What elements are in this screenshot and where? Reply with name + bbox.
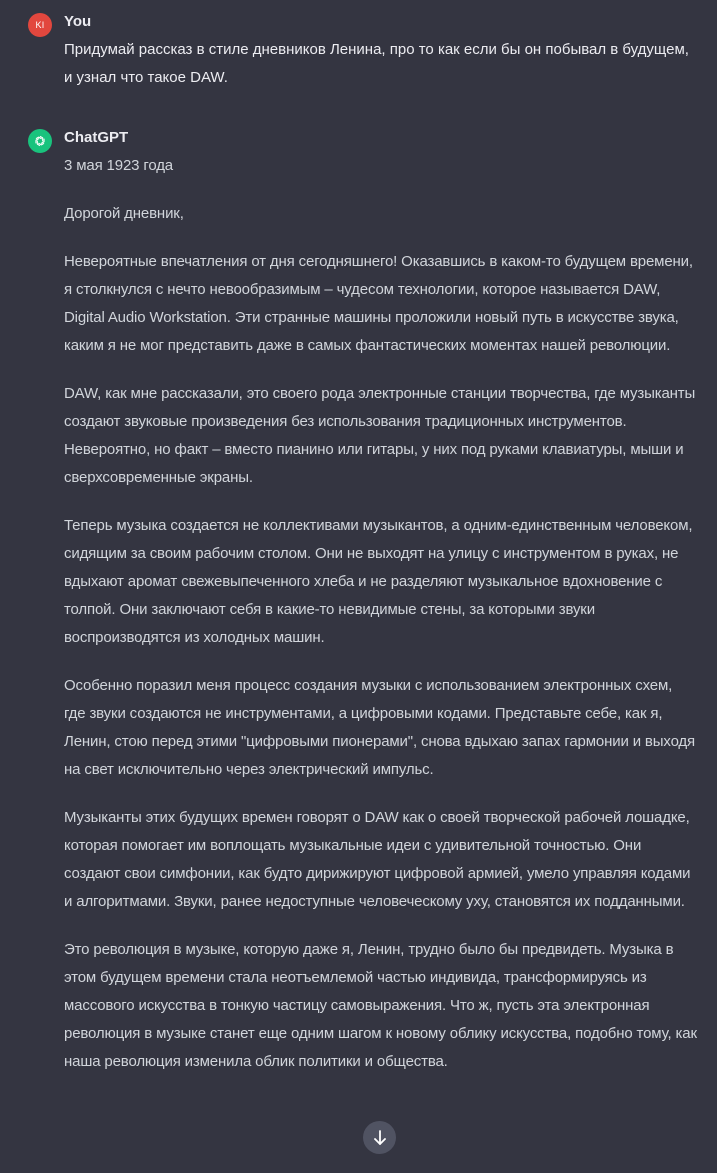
paragraph: DAW, как мне рассказали, это своего рода электронные станции творчества, где музыканты создают звуковые произведения без использования традиционных инструментов. Невероятно, но факт – вместо пианино или гитары, у них под руками клавиатуры, мыши и сверхсовременные экраны. (64, 385, 696, 486)
paragraph: Теперь музыка создается не коллективами музыкантов, а одним-единственным человеком, сидящим за своим рабочим столом. Они не выходят на улицу с инструментом в руках, не вдыхают аромат свежевыпеченного хлеба и не разделяют музыкальное вдохновение с толпой. Они заключают себя в какие-то невидимые стены, за которыми звуки воспроизводятся из холодных машин. (64, 517, 693, 646)
paragraph: Музыканты этих будущих времен говорят о DAW как о своей творческой рабочей лошадке, которая помогает им воплощать музыкальные идеи с удивительной точностью. Они создают свои симфонии, как будто дирижируют цифровой армией, умело управляя кодами и алгоритмами. Звуки, ранее недоступные человеческому уху, становятся их подданными. (64, 809, 691, 910)
paragraph: Невероятные впечатления от дня сегодняшнего! Оказавшись в каком-то будущем времени, я столкнулся с нечто невообразимым – чудесом технологии, которое называется DAW, Digital Audio Workstation. Эти странные машины проложили новый путь в искусстве звука, каким я не мог представить даже в самых фантастических моментах нашей революции. (64, 253, 693, 354)
arrow-down-icon (373, 1130, 387, 1146)
scroll-to-bottom-button[interactable] (363, 1121, 396, 1154)
user-author-name: You (64, 13, 92, 30)
assistant-message-body (64, 128, 697, 1096)
diary-date: 3 мая 1923 года (64, 157, 173, 174)
paragraph: Особенно поразил меня процесс создания музыки с использованием электронных схем, где звуки создаются не инструментами, а цифровыми кодами. Представьте себе, как я, Ленин, стою перед этими "цифровыми пионерами", снова вдыхаю запах гармонии и выходя на свет исключительно через электрический импульс. (64, 677, 696, 778)
assistant-author-name: ChatGPT (64, 129, 129, 146)
openai-logo-icon (32, 133, 48, 149)
diary-greeting: Дорогой дневник, (64, 205, 184, 222)
paragraph: Это революция в музыке, которую даже я, Ленин, трудно было бы предвидеть. Музыка в этом будущем времени стала неотъемлемой частью индивида, трансформируясь из массового искусства в тонкую частицу самовыражения. Что ж, пусть эта электронная революция в музыке станет еще одним шагом к новому облику искусства, подобно тому, как наша революция изменила облик политики и общества. (64, 941, 697, 1070)
assistant-message-text[interactable] (64, 152, 697, 1076)
user-avatar-initials: KI (35, 20, 45, 30)
chatgpt-avatar (28, 129, 52, 153)
user-message-text[interactable]: Придумай рассказ в стиле дневников Ленина, про то как если бы он побывал в будущем, и узнал что такое DAW. (64, 41, 689, 86)
